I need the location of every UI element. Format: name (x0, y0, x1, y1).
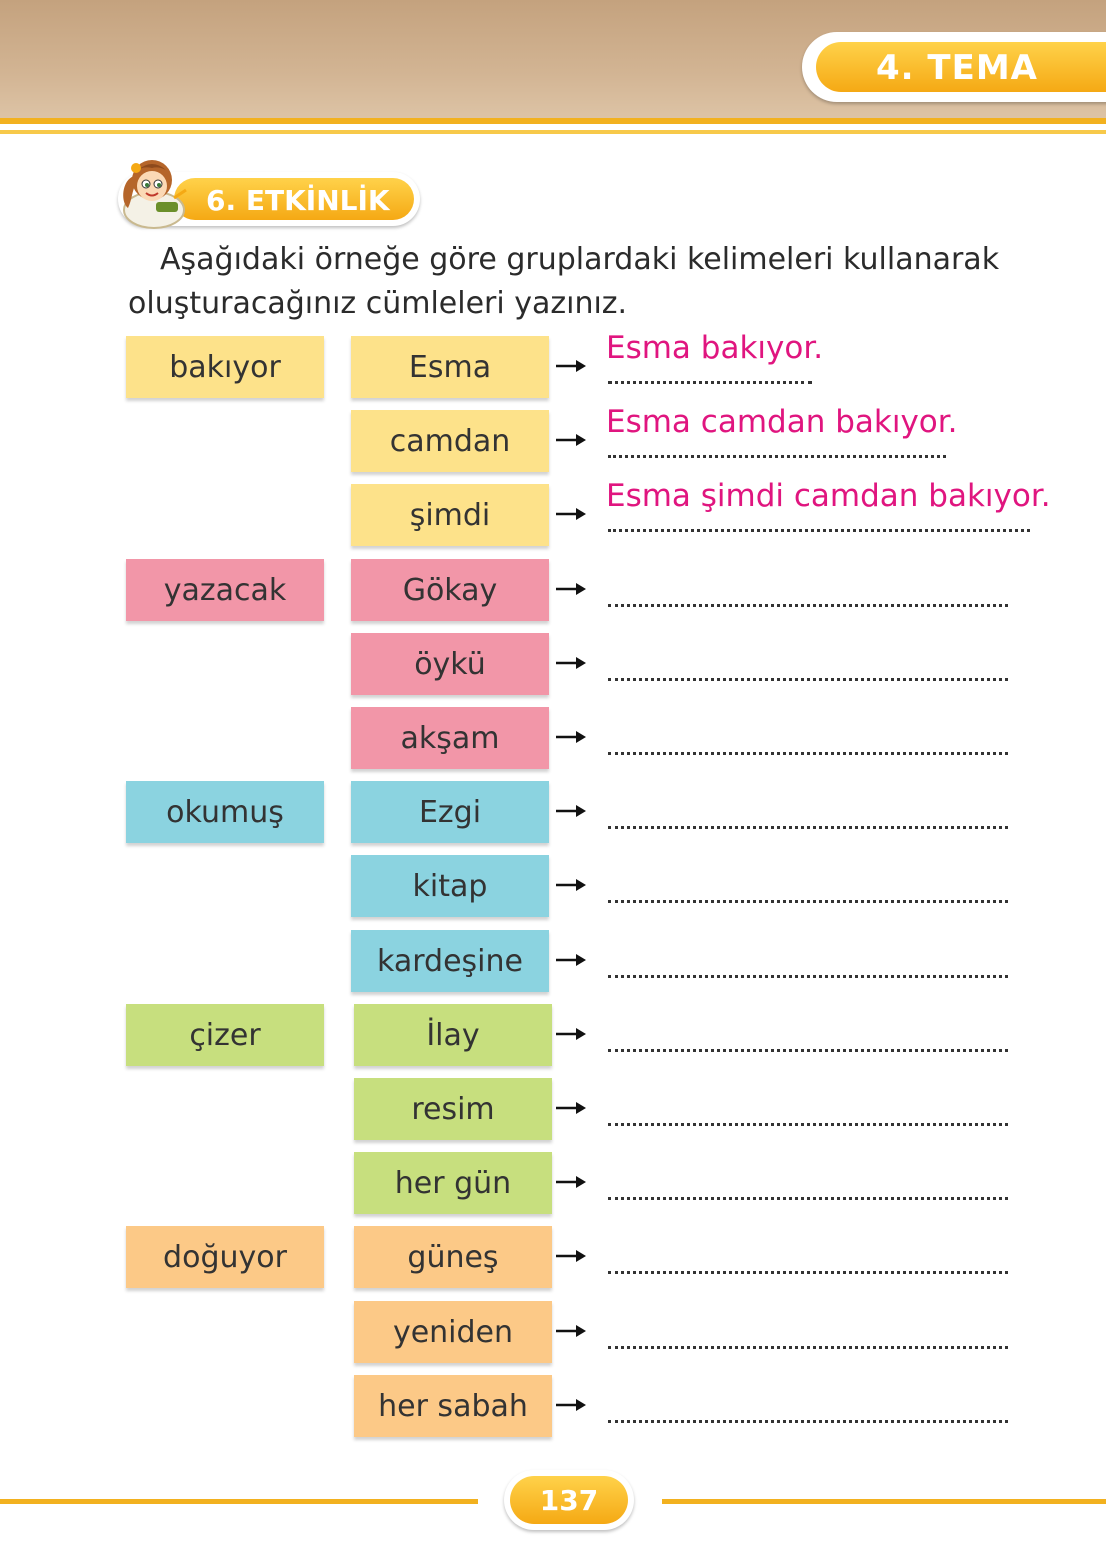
verb-card: doğuyor (126, 1226, 324, 1288)
answer-text: Esma bakıyor. (606, 330, 824, 366)
word-card: Gökay (351, 559, 549, 621)
word-card: güneş (354, 1226, 552, 1288)
answer-line[interactable] (606, 1367, 1031, 1427)
header-divider (0, 118, 1106, 124)
verb-card: bakıyor (126, 336, 324, 398)
word-card: İlay (354, 1004, 552, 1066)
word-card: her gün (354, 1152, 552, 1214)
arrow-right-icon (556, 1174, 586, 1190)
answer-line[interactable] (606, 328, 1031, 388)
girl-writing-icon (112, 150, 196, 234)
dotted-line (608, 900, 1008, 903)
word-card: yeniden (354, 1301, 552, 1363)
answer-line[interactable] (606, 476, 1051, 536)
arrow-right-icon (556, 803, 586, 819)
word-card: kitap (351, 855, 549, 917)
dotted-line (608, 1197, 1008, 1200)
arrow-right-icon (556, 1397, 586, 1413)
dotted-line (608, 1346, 1008, 1349)
arrow-right-icon (556, 432, 586, 448)
arrow-right-icon (556, 506, 586, 522)
arrow-right-icon (556, 952, 586, 968)
footer-line-left (0, 1499, 478, 1504)
word-card: akşam (351, 707, 549, 769)
answer-line[interactable] (606, 1293, 1031, 1353)
arrow-right-icon (556, 358, 586, 374)
theme-badge (802, 32, 1106, 102)
answer-line[interactable] (606, 847, 1031, 907)
answer-line[interactable] (606, 699, 1031, 759)
answer-text: Esma camdan bakıyor. (606, 404, 958, 440)
word-card: camdan (351, 410, 549, 472)
answer-line[interactable] (606, 625, 1031, 685)
dotted-line (608, 1123, 1008, 1126)
instruction-line-1: Aşağıdaki örneğe göre gruplardaki kelimeleri kullanarak (160, 242, 1000, 277)
footer-line-right (662, 1499, 1106, 1504)
verb-card: çizer (126, 1004, 324, 1066)
dotted-line (608, 1271, 1008, 1274)
instruction-text (128, 238, 1028, 326)
dotted-line (608, 826, 1008, 829)
dotted-line (608, 1049, 1008, 1052)
arrow-right-icon (556, 1323, 586, 1339)
header-divider-thin (0, 130, 1106, 134)
page-number-badge (504, 1470, 634, 1530)
answer-line[interactable] (606, 551, 1031, 611)
page-number: 137 (510, 1476, 628, 1524)
theme-badge-fill (816, 42, 1106, 92)
arrow-right-icon (556, 581, 586, 597)
dotted-line (608, 604, 1008, 607)
verb-card: okumuş (126, 781, 324, 843)
arrow-right-icon (556, 729, 586, 745)
dotted-line (608, 529, 1030, 532)
answer-line[interactable] (606, 922, 1031, 982)
dotted-line (608, 455, 946, 458)
word-card: her sabah (354, 1375, 552, 1437)
activity-title: 6. ETKİNLİK (206, 184, 390, 217)
theme-label: 4. TEMA (876, 48, 1038, 88)
word-card: öykü (351, 633, 549, 695)
arrow-right-icon (556, 877, 586, 893)
word-card: resim (354, 1078, 552, 1140)
arrow-right-icon (556, 1100, 586, 1116)
arrow-right-icon (556, 1026, 586, 1042)
answer-line[interactable] (606, 1218, 1031, 1278)
word-card: Esma (351, 336, 549, 398)
dotted-line (608, 752, 1008, 755)
dotted-line (608, 975, 1008, 978)
answer-line[interactable] (606, 1144, 1031, 1204)
word-card: şimdi (351, 484, 549, 546)
dotted-line (608, 381, 812, 384)
activity-badge-fill (174, 178, 414, 220)
dotted-line (608, 678, 1008, 681)
dotted-line (608, 1420, 1008, 1423)
answer-text: Esma şimdi camdan bakıyor. (606, 478, 1051, 514)
answer-line[interactable] (606, 1070, 1031, 1130)
arrow-right-icon (556, 1248, 586, 1264)
answer-line[interactable] (606, 402, 1031, 462)
word-card: kardeşine (351, 930, 549, 992)
verb-card: yazacak (126, 559, 324, 621)
answer-line[interactable] (606, 996, 1031, 1056)
answer-line[interactable] (606, 773, 1031, 833)
word-card: Ezgi (351, 781, 549, 843)
arrow-right-icon (556, 655, 586, 671)
instruction-line-2: oluşturacağınız cümleleri yazınız. (128, 286, 628, 321)
